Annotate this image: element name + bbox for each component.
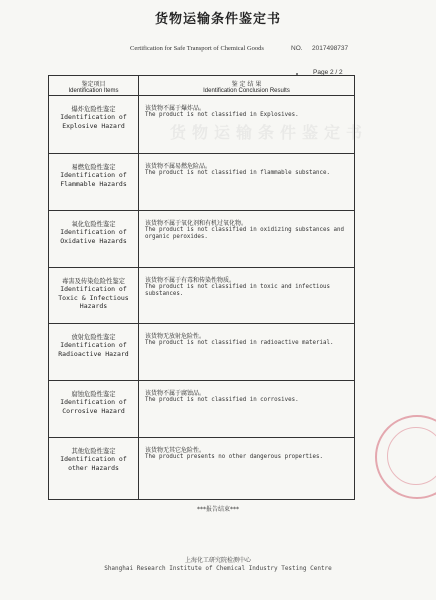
result-en: The product presents no other dangerous properties. [145, 454, 323, 460]
certificate-number: 2017498737 [312, 45, 349, 52]
table-row [49, 154, 355, 211]
result-en: The product is not classified in flammable substance. [145, 170, 330, 176]
institute-name-en: Shanghai Research Institute of Chemical Industry Testing Centre [104, 565, 332, 572]
document-title: 货物运输条件鉴定书 [154, 12, 281, 27]
result-en: The product is not classified in radioactive material. [145, 340, 334, 346]
result-cn: 该货物无其它危险性。 [145, 447, 206, 454]
seal-inner-ring [387, 427, 436, 485]
identification-table [48, 75, 355, 500]
item-name-cn: 爆炸危险性鉴定 [71, 106, 116, 113]
column-header-items-en: Identification Items [68, 88, 119, 94]
institute-name-cn: 上海化工研究院检测中心 [184, 557, 251, 564]
item-name-en: Identification of Oxidative Hazards [60, 228, 127, 245]
page-number: Page 2 / 2 [313, 69, 343, 76]
table-row [49, 324, 355, 381]
watermark: 货物运输条件鉴定书 [170, 123, 369, 142]
item-name-en: Identification of Explosive Hazard [60, 113, 127, 130]
item-name-cn: 易燃危险性鉴定 [71, 164, 116, 171]
item-name-cn: 腐蚀危险性鉴定 [71, 391, 116, 398]
item-name-cn: 其他危险性鉴定 [71, 448, 116, 455]
certificate-number-label: NO. [291, 45, 303, 52]
item-name-en: Identification of Toxic & Infectious Hazards [58, 285, 129, 310]
result-cn: 该货物不属于有毒和传染性物质。 [145, 277, 236, 284]
column-header-results-cn: 鉴 定 结 果 [231, 81, 262, 88]
column-header-items [49, 76, 139, 96]
result-cn: 该货物不属易燃危险品。 [145, 163, 212, 170]
result-cn: 该货物无放射危险性。 [145, 333, 206, 340]
document-subtitle: Certification for Safe Transport of Chemical Goods [130, 45, 264, 52]
item-name-cn: 放射危险性鉴定 [71, 334, 116, 341]
column-header-results [139, 76, 355, 96]
item-name-en: Identification of Radioactive Hazard [58, 341, 129, 358]
item-name-cn: 氧化危险性鉴定 [71, 221, 116, 228]
result-cn: 该货物不属于氧化剂和有机过氧化物。 [145, 220, 248, 227]
red-seal-stamp [375, 415, 436, 499]
column-header-items-cn: 鉴定项目 [81, 81, 106, 88]
result-en: The product is not classified in oxidizing substances and organic peroxides. [145, 227, 344, 240]
item-name-en: Identification of Corrosive Hazard [60, 398, 127, 415]
item-name-en: Identification of other Hazards [60, 455, 127, 472]
result-en: The product is not classified in Explosives. [145, 112, 299, 118]
table-row [49, 211, 355, 268]
table-row [49, 438, 355, 500]
result-en: The product is not classified in corrosives. [145, 397, 299, 403]
column-header-results-en: Identification Conclusion Results [203, 88, 290, 94]
result-cn: 该货物不属于腐蚀品。 [145, 390, 206, 397]
table-row [49, 381, 355, 438]
result-cn: 该货物不属于爆炸品。 [145, 105, 206, 112]
table-row [49, 268, 355, 324]
item-name-cn: 毒害及传染危险性鉴定 [62, 278, 125, 285]
end-of-report: ***报告结束*** [196, 506, 239, 513]
table-row [49, 96, 355, 154]
result-en: The product is not classified in toxic and infectious substances. [145, 284, 330, 297]
item-name-en: Identification of Flammable Hazards [60, 171, 127, 188]
